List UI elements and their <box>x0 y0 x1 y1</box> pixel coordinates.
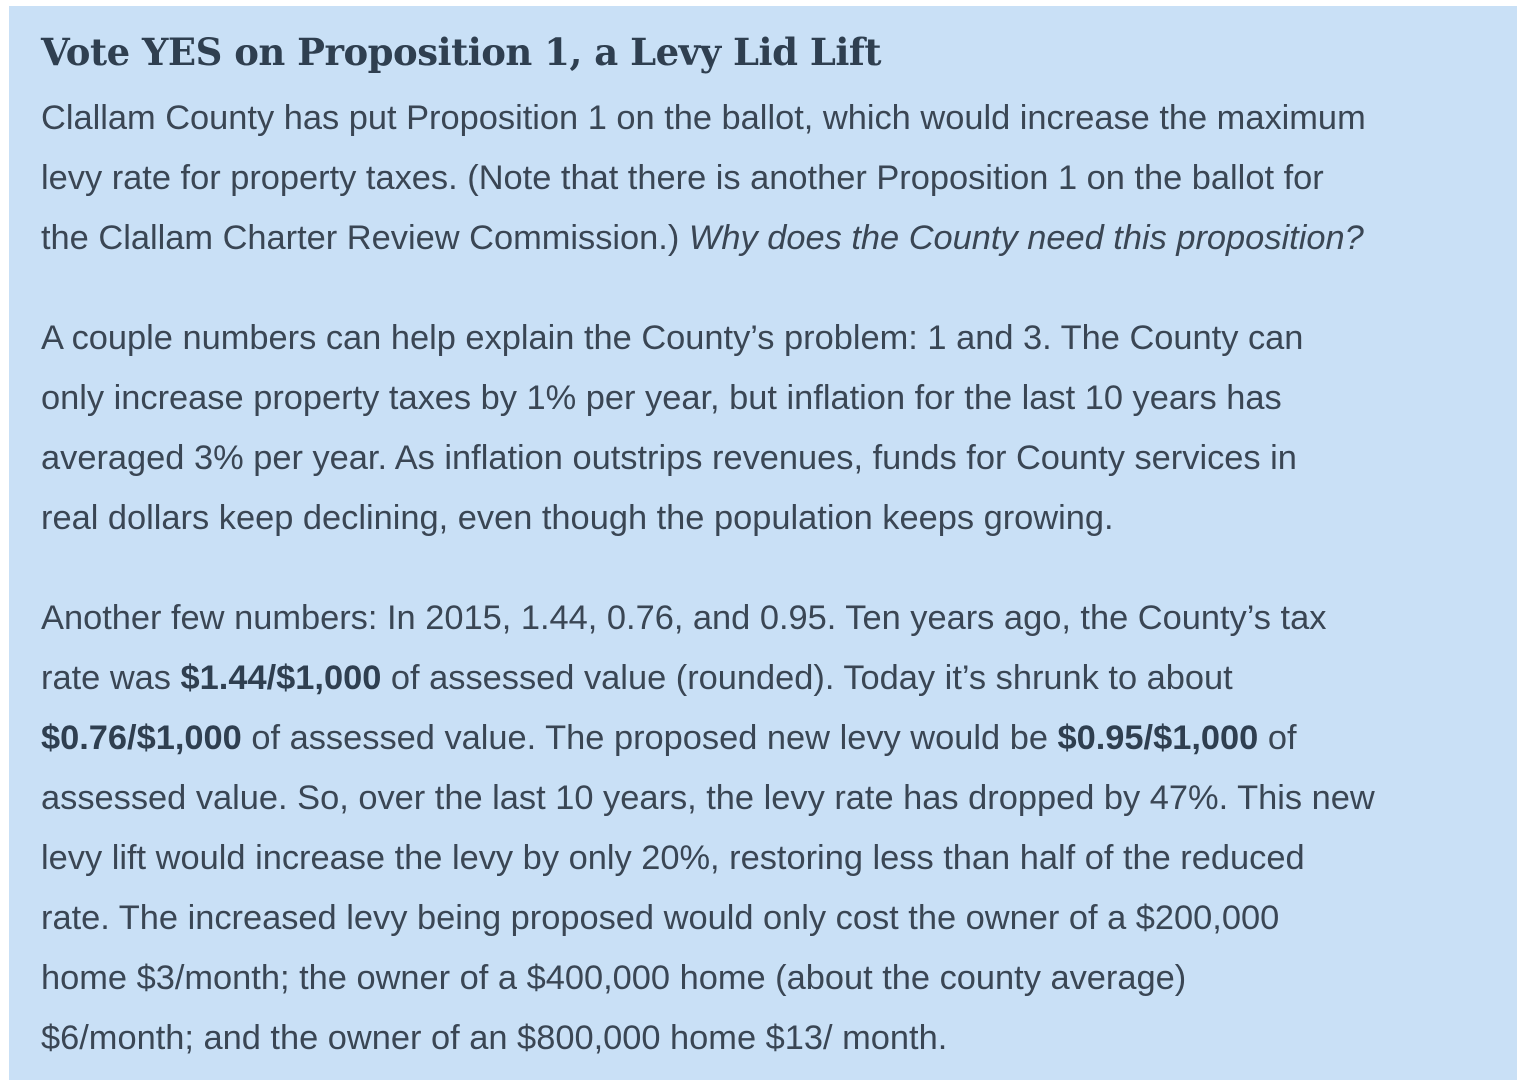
intro-question: Why does the County need this proposition? <box>688 219 1364 257</box>
inflation-paragraph <box>41 308 1497 548</box>
levy-line-7: home $3/month; the owner of a $400,000 home (about the county average) <box>41 959 1187 997</box>
intro-line-3-text: the Clallam Charter Review Commission.) <box>41 219 689 257</box>
levy-rate-paragraph <box>41 588 1497 1068</box>
inflation-line-3: averaged 3% per year. As inflation outstrips revenues, funds for County services in <box>41 439 1297 477</box>
intro-line-3 <box>41 208 1497 268</box>
levy-line-3-mid: of assessed value. The proposed new levy would be <box>241 719 1058 757</box>
levy-line-3-post: of <box>1258 719 1297 757</box>
inflation-line-2: only increase property taxes by 1% per year, but inflation for the last 10 years has <box>41 379 1282 417</box>
callout-title: Vote YES on Proposition 1, a Levy Lid Lift <box>41 30 881 74</box>
proposition-callout-box <box>9 6 1517 1080</box>
levy-line-2 <box>41 648 1497 708</box>
levy-line-4: assessed value. So, over the last 10 years, the levy rate has dropped by 47%. This new <box>41 779 1375 817</box>
rate-2015-value: $1.44/$1,000 <box>180 659 382 697</box>
rate-today-value: $0.76/$1,000 <box>41 719 242 757</box>
levy-line-8: $6/month; and the owner of an $800,000 home $13/ month. <box>41 1019 948 1057</box>
rate-proposed-value: $0.95/$1,000 <box>1057 719 1259 757</box>
inflation-line-1: A couple numbers can help explain the County’s problem: 1 and 3. The County can <box>41 319 1304 357</box>
inflation-line-4: real dollars keep declining, even though the population keeps growing. <box>41 499 1114 537</box>
intro-line-2: levy rate for property taxes. (Note that there is another Proposition 1 on the ballot for <box>41 159 1324 197</box>
intro-line-1: Clallam County has put Proposition 1 on the ballot, which would increase the maximum <box>41 99 1366 137</box>
levy-line-5: levy lift would increase the levy by only 20%, restoring less than half of the reduced <box>41 839 1305 877</box>
levy-line-3 <box>41 708 1497 768</box>
levy-line-2-post: of assessed value (rounded). Today it’s shrunk to about <box>381 659 1233 697</box>
levy-line-6: rate. The increased levy being proposed would only cost the owner of a $200,000 <box>41 899 1280 937</box>
intro-paragraph <box>41 88 1497 268</box>
levy-line-2-pre: rate was <box>41 659 181 697</box>
levy-line-1: Another few numbers: In 2015, 1.44, 0.76, and 0.95. Ten years ago, the County’s tax <box>41 599 1327 637</box>
